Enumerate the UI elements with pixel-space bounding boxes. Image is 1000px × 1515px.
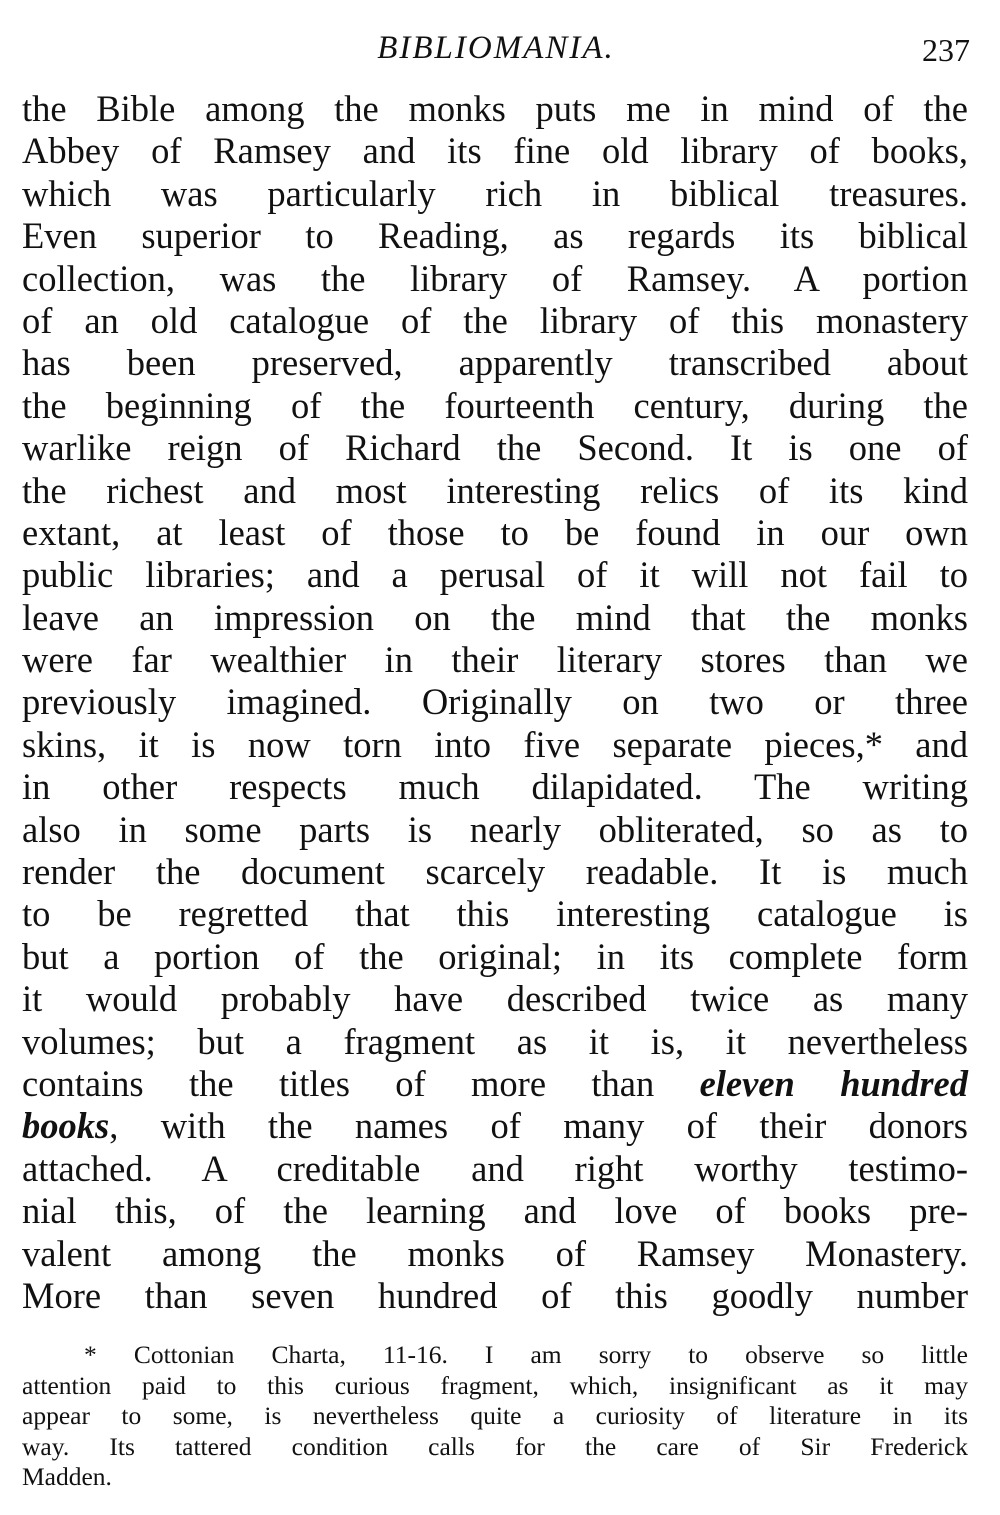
footnote-line: Madden. bbox=[22, 1462, 112, 1491]
text-line: previously imagined. Originally on two or three bbox=[22, 681, 968, 723]
text-line: More than seven hundred of this goodly number bbox=[22, 1274, 968, 1316]
text-line: the Bible among the monks puts me in mind of the bbox=[22, 88, 968, 129]
footnote-line: way. Its tattered condition calls for the care of Sir Frederick bbox=[22, 1431, 968, 1461]
text-line: volumes; but a fragment as it is, it nevertheless bbox=[22, 1020, 968, 1062]
text-line: Abbey of Ramsey and its fine old library of books, bbox=[22, 130, 968, 172]
text-line: which was particularly rich in biblical treasures. bbox=[22, 172, 968, 214]
text-line: skins, it is now torn into five separate pieces,* and bbox=[22, 723, 968, 765]
body-text bbox=[22, 88, 968, 1317]
text-line: public libraries; and a perusal of it will not fail to bbox=[22, 554, 968, 596]
footnote bbox=[22, 1340, 968, 1493]
page-number: 237 bbox=[922, 32, 970, 68]
footnote-line: appear to some, is nevertheless quite a curiosity of literature in its bbox=[22, 1401, 968, 1430]
text-line: Even superior to Reading, as regards its biblical bbox=[22, 215, 968, 257]
text-line: attached. A creditable and right worthy testimo- bbox=[22, 1147, 968, 1189]
text-segment: contains the titles of more than bbox=[22, 1062, 700, 1104]
page-header bbox=[22, 26, 970, 70]
text-line: render the document scarcely readable. It is much bbox=[22, 851, 968, 893]
text-line bbox=[22, 1063, 968, 1105]
text-line: were far wealthier in their literary stores than we bbox=[22, 639, 968, 681]
text-line: it would probably have described twice as many bbox=[22, 978, 968, 1020]
text-line: extant, at least of those to be found in our own bbox=[22, 511, 968, 553]
text-line: collection, was the library of Ramsey. A portion bbox=[22, 257, 968, 299]
text-line: to be regretted that this interesting catalogue is bbox=[22, 893, 968, 935]
text-line: has been preserved, apparently transcribed about bbox=[22, 342, 968, 384]
text-segment: , with the names of many of their donors bbox=[109, 1105, 968, 1147]
footnote-line: attention paid to this curious fragment, which, insignificant as it may bbox=[22, 1370, 968, 1400]
text-line: also in some parts is nearly obliterated, so as to bbox=[22, 808, 968, 850]
text-line: the beginning of the fourteenth century, during the bbox=[22, 384, 968, 426]
text-line: nial this, of the learning and love of books pre- bbox=[22, 1190, 968, 1232]
text-line: leave an impression on the mind that the monks bbox=[22, 596, 968, 638]
emphasized-text: eleven hundred bbox=[699, 1062, 968, 1104]
emphasized-text: books bbox=[22, 1105, 110, 1147]
text-line: warlike reign of Richard the Second. It is one of bbox=[22, 427, 968, 469]
footnote-line: * Cottonian Charta, 11-16. I am sorry to observe so little bbox=[84, 1340, 968, 1369]
text-line: valent among the monks of Ramsey Monastery. bbox=[22, 1232, 968, 1274]
text-line: but a portion of the original; in its complete form bbox=[22, 935, 968, 977]
text-line: of an old catalogue of the library of this monastery bbox=[22, 299, 968, 341]
text-line bbox=[22, 1105, 968, 1147]
text-line: in other respects much dilapidated. The writing bbox=[22, 766, 968, 808]
text-line: the richest and most interesting relics of its kind bbox=[22, 469, 968, 511]
running-title: BIBLIOMANIA. bbox=[377, 30, 615, 66]
